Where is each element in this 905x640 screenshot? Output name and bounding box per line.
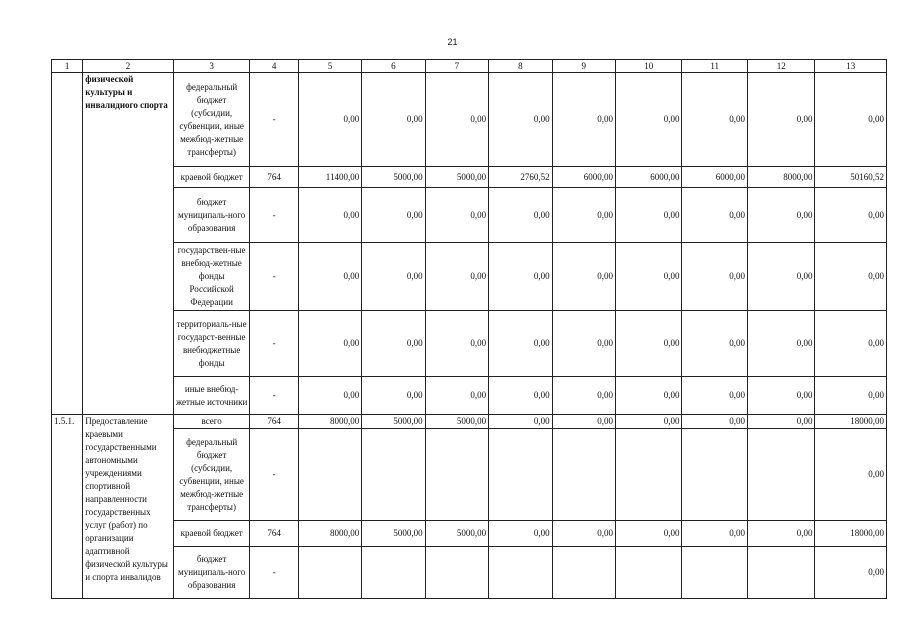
value-cell: 0,00 bbox=[489, 243, 552, 311]
value-cell: 0,00 bbox=[425, 243, 488, 311]
header-cell: 5 bbox=[298, 60, 361, 73]
event-name: Предоставление краевыми государственными автономными учреждениями спортивной направленности государственных услуг (работ) по организации адаптивной физической культуры и спорта инвалидов bbox=[83, 415, 174, 599]
header-cell: 10 bbox=[616, 60, 682, 73]
header-cell: 13 bbox=[815, 60, 887, 73]
value-cell: 0,00 bbox=[815, 377, 887, 415]
header-cell: 6 bbox=[362, 60, 425, 73]
value-cell bbox=[552, 429, 615, 521]
page-number: 21 bbox=[447, 37, 458, 47]
value-cell: 0,00 bbox=[815, 311, 887, 377]
value-cell: 0,00 bbox=[362, 243, 425, 311]
value-cell: 0,00 bbox=[747, 243, 814, 311]
value-cell: 0,00 bbox=[552, 377, 615, 415]
value-cell: 0,00 bbox=[815, 188, 887, 243]
header-cell: 7 bbox=[425, 60, 488, 73]
value-cell bbox=[682, 429, 747, 521]
funding-source: краевой бюджет bbox=[173, 521, 250, 547]
value-cell: 0,00 bbox=[425, 73, 488, 167]
value-cell bbox=[682, 547, 747, 599]
header-cell: 2 bbox=[83, 60, 174, 73]
value-cell bbox=[552, 547, 615, 599]
budget-table bbox=[51, 59, 887, 599]
value-cell: 0,00 bbox=[362, 311, 425, 377]
code-cell: - bbox=[250, 377, 298, 415]
value-cell: 0,00 bbox=[298, 311, 361, 377]
value-cell: 11400,00 bbox=[298, 167, 361, 188]
value-cell: 5000,00 bbox=[362, 415, 425, 429]
value-cell: 0,00 bbox=[552, 243, 615, 311]
value-cell: 6000,00 bbox=[552, 167, 615, 188]
value-cell bbox=[747, 547, 814, 599]
value-cell: 6000,00 bbox=[682, 167, 747, 188]
value-cell: 5000,00 bbox=[362, 521, 425, 547]
value-cell: 0,00 bbox=[489, 311, 552, 377]
value-cell: 0,00 bbox=[747, 73, 814, 167]
value-cell bbox=[747, 429, 814, 521]
value-cell: 0,00 bbox=[616, 521, 682, 547]
value-cell: 0,00 bbox=[815, 429, 887, 521]
funding-source: территориаль-ные государст-венные внебюджетные фонды bbox=[173, 311, 250, 377]
value-cell: 5000,00 bbox=[425, 521, 488, 547]
value-cell: 0,00 bbox=[747, 311, 814, 377]
header-cell: 4 bbox=[250, 60, 298, 73]
value-cell: 0,00 bbox=[489, 73, 552, 167]
value-cell bbox=[425, 429, 488, 521]
value-cell: 0,00 bbox=[489, 521, 552, 547]
code-cell: - bbox=[250, 311, 298, 377]
value-cell bbox=[362, 547, 425, 599]
header-cell: 11 bbox=[682, 60, 747, 73]
code-cell: - bbox=[250, 243, 298, 311]
value-cell: 0,00 bbox=[362, 188, 425, 243]
value-cell: 0,00 bbox=[298, 243, 361, 311]
value-cell: 0,00 bbox=[362, 73, 425, 167]
value-cell: 0,00 bbox=[489, 188, 552, 243]
funding-source: государствен-ные внебюд-жетные фонды Российской Федерации bbox=[173, 243, 250, 311]
table-row bbox=[52, 243, 887, 311]
header-cell: 8 bbox=[489, 60, 552, 73]
value-cell: 0,00 bbox=[425, 188, 488, 243]
value-cell bbox=[616, 429, 682, 521]
value-cell: 18000,00 bbox=[815, 415, 887, 429]
value-cell: 18000,00 bbox=[815, 521, 887, 547]
value-cell: 0,00 bbox=[616, 311, 682, 377]
code-cell: - bbox=[250, 73, 298, 167]
value-cell: 5000,00 bbox=[425, 415, 488, 429]
value-cell: 0,00 bbox=[747, 188, 814, 243]
value-cell: 0,00 bbox=[747, 377, 814, 415]
table-row bbox=[52, 167, 887, 188]
header-cell: 1 bbox=[52, 60, 83, 73]
value-cell bbox=[298, 547, 361, 599]
value-cell: 8000,00 bbox=[747, 167, 814, 188]
value-cell: 0,00 bbox=[362, 377, 425, 415]
header-cell: 3 bbox=[173, 60, 250, 73]
value-cell: 0,00 bbox=[682, 415, 747, 429]
table-row bbox=[52, 311, 887, 377]
value-cell: 0,00 bbox=[682, 73, 747, 167]
value-cell: 0,00 bbox=[552, 521, 615, 547]
value-cell: 0,00 bbox=[682, 311, 747, 377]
value-cell bbox=[362, 429, 425, 521]
table-row bbox=[52, 188, 887, 243]
value-cell: 0,00 bbox=[425, 311, 488, 377]
funding-source: федеральный бюджет (субсидии, субвенции, иные межбюд-жетные трансферты) bbox=[173, 429, 250, 521]
event-name: физической культуры и инвалидиого спорта bbox=[83, 73, 174, 415]
code-cell: - bbox=[250, 429, 298, 521]
code-cell: - bbox=[250, 547, 298, 599]
value-cell: 0,00 bbox=[747, 415, 814, 429]
value-cell: 5000,00 bbox=[362, 167, 425, 188]
code-cell: 764 bbox=[250, 167, 298, 188]
value-cell: 0,00 bbox=[489, 377, 552, 415]
value-cell: 0,00 bbox=[682, 243, 747, 311]
code-cell: 764 bbox=[250, 415, 298, 429]
value-cell bbox=[489, 429, 552, 521]
value-cell: 0,00 bbox=[747, 521, 814, 547]
value-cell: 0,00 bbox=[298, 188, 361, 243]
value-cell: 0,00 bbox=[815, 73, 887, 167]
funding-source: бюджет муниципаль-ного образования bbox=[173, 188, 250, 243]
value-cell: 0,00 bbox=[489, 415, 552, 429]
header-cell: 9 bbox=[552, 60, 615, 73]
value-cell: 0,00 bbox=[298, 73, 361, 167]
table-row bbox=[52, 547, 887, 599]
value-cell: 8000,00 bbox=[298, 415, 361, 429]
table-row bbox=[52, 429, 887, 521]
funding-source: краевой бюджет bbox=[173, 167, 250, 188]
value-cell: 6000,00 bbox=[616, 167, 682, 188]
value-cell: 5000,00 bbox=[425, 167, 488, 188]
value-cell: 0,00 bbox=[298, 377, 361, 415]
value-cell bbox=[489, 547, 552, 599]
header-cell: 12 bbox=[747, 60, 814, 73]
table-row bbox=[52, 73, 887, 167]
funding-source: федеральный бюджет (субсидии, субвенции, иные межбюд-жетные трансферты) bbox=[173, 73, 250, 167]
value-cell: 0,00 bbox=[616, 415, 682, 429]
value-cell: 0,00 bbox=[552, 73, 615, 167]
value-cell: 8000,00 bbox=[298, 521, 361, 547]
code-cell: 764 bbox=[250, 521, 298, 547]
table-row bbox=[52, 377, 887, 415]
value-cell: 0,00 bbox=[552, 415, 615, 429]
value-cell: 50160,52 bbox=[815, 167, 887, 188]
value-cell: 0,00 bbox=[552, 188, 615, 243]
value-cell bbox=[425, 547, 488, 599]
table-row bbox=[52, 521, 887, 547]
row-code: 1.5.1. bbox=[52, 415, 83, 599]
funding-source: иные внебюд-жетные источники bbox=[173, 377, 250, 415]
value-cell: 2760,52 bbox=[489, 167, 552, 188]
value-cell: 0,00 bbox=[682, 377, 747, 415]
value-cell: 0,00 bbox=[552, 311, 615, 377]
value-cell: 0,00 bbox=[425, 377, 488, 415]
header-row bbox=[52, 60, 887, 73]
value-cell: 0,00 bbox=[616, 188, 682, 243]
value-cell: 0,00 bbox=[815, 547, 887, 599]
funding-source: бюджет муниципаль-ного образования bbox=[173, 547, 250, 599]
value-cell: 0,00 bbox=[616, 243, 682, 311]
value-cell: 0,00 bbox=[616, 377, 682, 415]
value-cell: 0,00 bbox=[682, 521, 747, 547]
value-cell bbox=[298, 429, 361, 521]
value-cell: 0,00 bbox=[682, 188, 747, 243]
code-cell: - bbox=[250, 188, 298, 243]
value-cell bbox=[616, 547, 682, 599]
value-cell: 0,00 bbox=[815, 243, 887, 311]
funding-source: всего bbox=[173, 415, 250, 429]
table-row bbox=[52, 415, 887, 429]
value-cell: 0,00 bbox=[616, 73, 682, 167]
row-code bbox=[52, 73, 83, 415]
